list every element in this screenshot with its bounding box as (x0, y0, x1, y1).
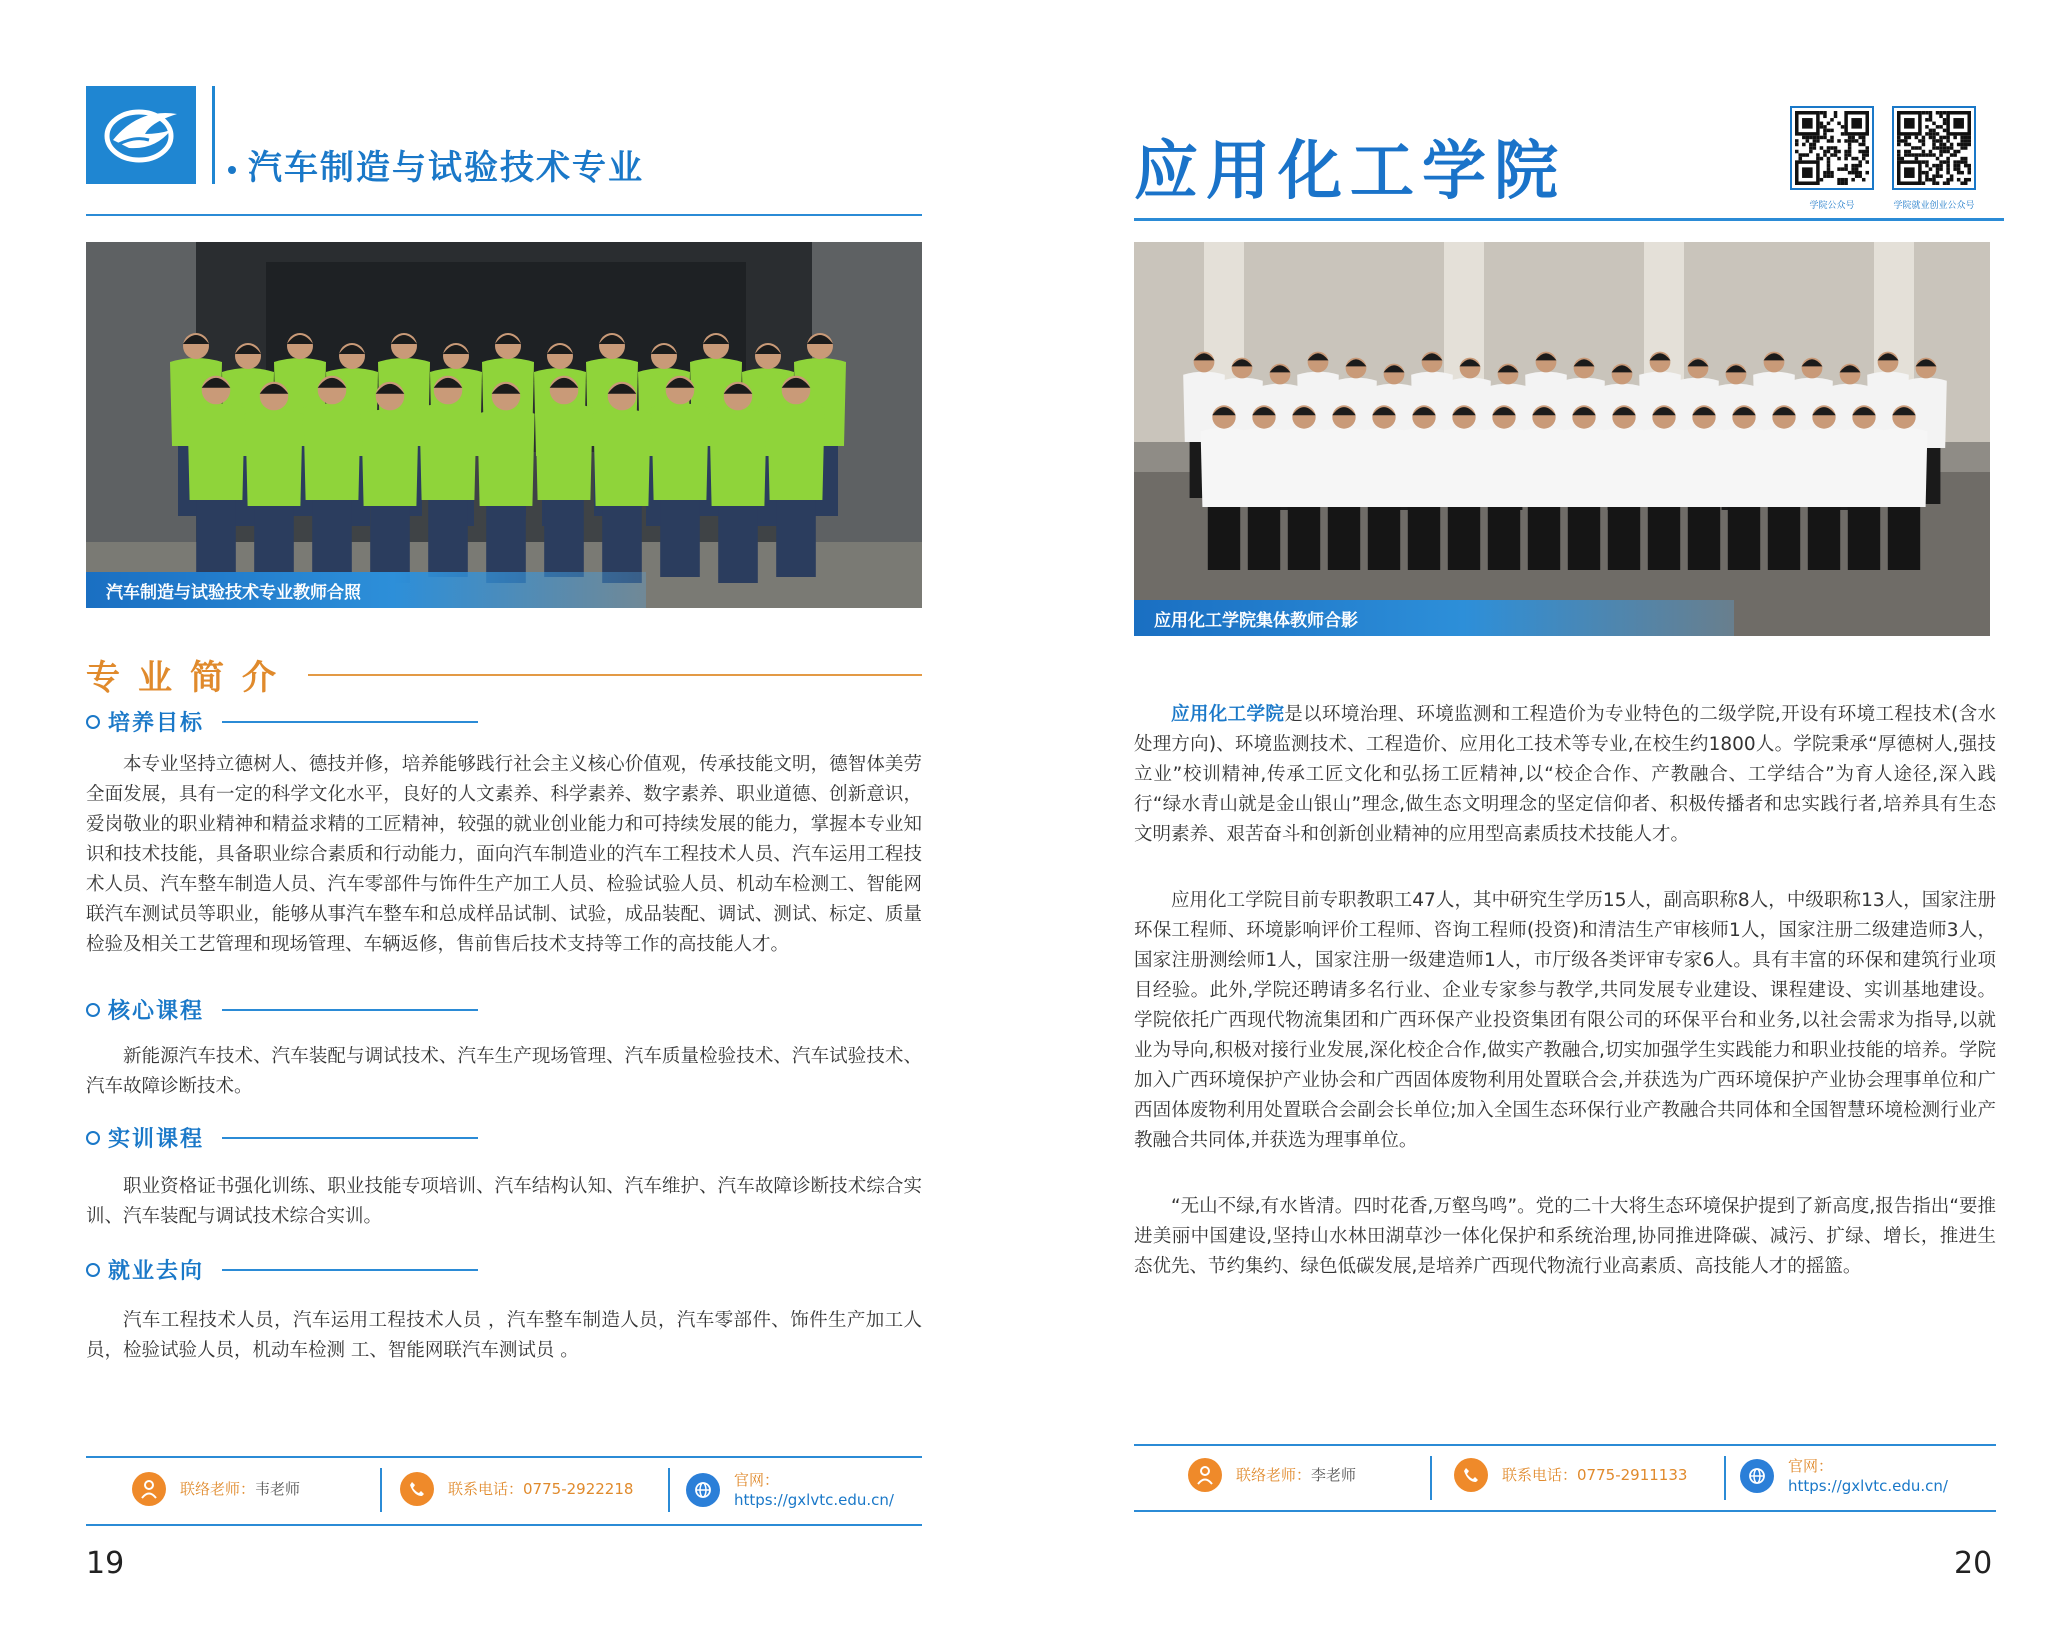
footer-divider (668, 1468, 670, 1512)
subsection-heading-core: 核心课程 (86, 994, 478, 1025)
footer-divider (380, 1468, 382, 1512)
footer-rule-bottom (86, 1524, 922, 1526)
footer-contact: 联络老师：韦老师 (132, 1472, 300, 1506)
page-number: 20 (1954, 1546, 1993, 1581)
person-icon (1188, 1458, 1222, 1492)
section-title: 专业简介 (86, 658, 294, 698)
section-rule (308, 674, 922, 676)
paragraph-intro: 应用化工学院是以环境治理、环境监测和工程造价为专业特色的二级学院,开设有环境工程技术(含水处理方向)、环境监测技术、工程造价、应用化工技术等专业,在校生约1800人。学院秉承“厚德树人,强技立业”校训精神,传承工匠文化和弘扬工匠精神,以“校企合作、产教融合、工学结合”为育人途径,深入践行“绿水青山就是金山银山”理念,做生态文明理念的坚定信仰者、积极传播者和忠实践行者,培养具有生态文明素养、艰苦奋斗和创新创业精神的应用型高素质技术技能人才。 (1134, 704, 1996, 845)
footer-rule-bottom (1134, 1510, 1996, 1512)
paragraph-career: 汽车工程技术人员，汽车运用工程技术人员 ，汽车整车制造人员，汽车零部件、饰件生产加工人员，检验试验人员，机动车检测 工、智能网联汽车测试员 。 (86, 1310, 922, 1361)
footer-rule-top (1134, 1444, 1996, 1446)
subsection-heading-goal: 培养目标 (86, 706, 478, 737)
footer-divider (1724, 1456, 1726, 1500)
header-rule (86, 214, 922, 216)
footer-contact: 联络老师：李老师 (1188, 1458, 1356, 1492)
website-link[interactable]: https://gxlvtc.edu.cn/ (1788, 1477, 1948, 1495)
footer-website: 官网： https://gxlvtc.edu.cn/ (1740, 1456, 1948, 1496)
paragraph-core: 新能源汽车技术、汽车装配与调试技术、汽车生产现场管理、汽车质量检验技术、汽车试验技术、汽车故障诊断技术。 (86, 1046, 922, 1097)
website-link[interactable]: https://gxlvtc.edu.cn/ (734, 1491, 894, 1509)
school-logo (86, 86, 196, 184)
phone-icon (1454, 1458, 1488, 1492)
footer-phone: 联系电话：0775-2911133 (1454, 1458, 1687, 1492)
header-divider (212, 86, 215, 184)
subsection-heading-career: 就业去向 (86, 1254, 478, 1285)
footer-website: 官网： https://gxlvtc.edu.cn/ (686, 1470, 894, 1510)
ring-icon (86, 1131, 100, 1145)
major-title: 汽车制造与试验技术专业 (228, 140, 644, 189)
college-group-photo (1134, 242, 1990, 636)
ring-icon (86, 1003, 100, 1017)
person-icon (132, 1472, 166, 1506)
header-rule (1134, 218, 2004, 221)
paragraph-vision: “无山不绿,有水皆清。四时花香,万壑鸟鸣”。党的二十大将生态环境保护提到了新高度,报告指出“要推进美丽中国建设,坚持山水林田湖草沙一体化保护和系统治理,协同推进降碳、减污、扩绿、增长，推进生态优先、节约集约、绿色低碳发展,是培养广西现代物流行业高素质、高技能人才的摇篮。 (1134, 1196, 1996, 1277)
college-title: 应用化工学院 (1134, 135, 1566, 209)
page-number: 19 (86, 1546, 125, 1581)
footer-rule-top (86, 1456, 922, 1458)
paragraph-practice: 职业资格证书强化训练、职业技能专项培训、汽车结构认知、汽车维护、汽车故障诊断技术综合实训、汽车装配与调试技术综合实训。 (86, 1176, 922, 1227)
qr-label: 学院就业创业公众号 (1893, 201, 1975, 211)
paragraph-faculty: 应用化工学院目前专职教职工47人，其中研究生学历15人，副高职称8人，中级职称13人，国家注册环保工程师、环境影响评价工程师、咨询工程师(投资)和清洁生产审核师1人，国家注册二级建造师3人，国家注册测绘师1人，国家注册一级建造师1人，市厅级各类评审专家6人。具有丰富的环保和建筑行业项目经验。此外,学院还聘请多名行业、企业专家参与教学,共同发展专业建设、课程建设、实训基地建设。学院依托广西现代物流集团和广西环保产业投资集团有限公司的环保平台和业务,以社会需求为指导,以就业为导向,积极对接行业发展,深化校企合作,做实产教融合,切实加强学生实践能力和职业技能的培养。学院加入广西环境保护产业协会和广西固体废物利用处置联合会,并获选为广西环境保护产业协会理事单位和广西固体废物利用处置联合会副会长单位;加入全国生态环保行业产教融合共同体和全国智慧环境检测行业产教融合共同体,并获选为理事单位。 (1134, 890, 1996, 1151)
teacher-group-photo (86, 242, 922, 608)
footer-phone: 联系电话：0775-2922218 (400, 1472, 633, 1506)
subsection-heading-practice: 实训课程 (86, 1122, 478, 1153)
photo-caption: 应用化工学院集体教师合影 (1134, 600, 1734, 636)
photo-caption: 汽车制造与试验技术专业教师合照 (86, 572, 646, 608)
qr-code-icon[interactable] (1892, 106, 1976, 190)
page-right (1024, 0, 2048, 1628)
phone-icon (400, 1472, 434, 1506)
globe-icon (1740, 1459, 1774, 1493)
ring-icon (86, 1263, 100, 1277)
ring-icon (86, 715, 100, 729)
qr-code-icon[interactable] (1790, 106, 1874, 190)
qr-label: 学院公众号 (1809, 201, 1855, 211)
footer-divider (1430, 1456, 1432, 1500)
swallow-logo-icon (99, 100, 183, 170)
paragraph-goal: 本专业坚持立德树人、德技并修，培养能够践行社会主义核心价值观，传承技能文明，德智体美劳全面发展，具有一定的科学文化水平，良好的人文素养、科学素养、数字素养、职业道德、创新意识，爱岗敬业的职业精神和精益求精的工匠精神，较强的就业创业能力和可持续发展的能力，掌握本专业知识和技术技能，具备职业综合素质和行动能力，面向汽车制造业的汽车工程技术人员、汽车运用工程技术人员、汽车整车制造人员、汽车零部件与饰件生产加工人员、检验试验人员、机动车检测工、智能网联汽车测试员等职业，能够从事汽车整车和总成样品试制、试验，成品装配、调试、测试、标定、质量检验及相关工艺管理和现场管理、车辆返修，售前售后技术支持等工作的高技能人才。 (86, 754, 922, 955)
globe-icon (686, 1473, 720, 1507)
